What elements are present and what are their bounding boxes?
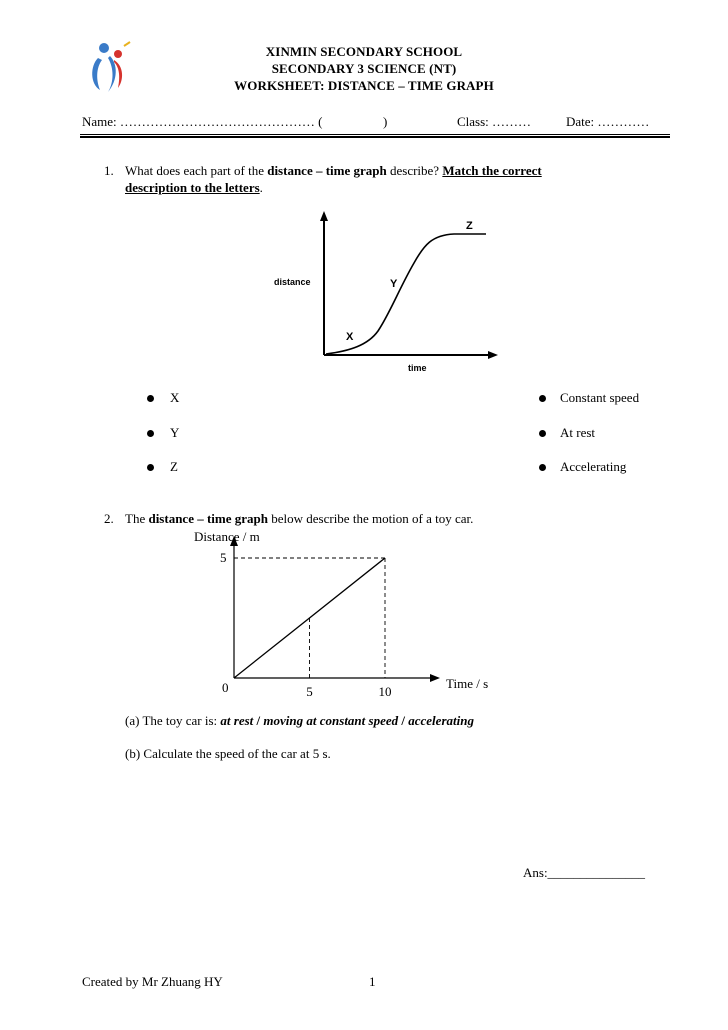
desc-at-rest[interactable]: At rest: [539, 425, 595, 441]
letter-x[interactable]: X: [147, 390, 179, 406]
bullet-icon: [539, 395, 546, 402]
worksheet-title: WORKSHEET: DISTANCE – TIME GRAPH: [234, 78, 494, 93]
q1-x-label: time: [408, 363, 427, 373]
q2-part-b: (b) Calculate the speed of the car at 5 s.: [125, 746, 331, 761]
option-accelerating[interactable]: accelerating: [408, 713, 474, 728]
x-axis-label: Time / s: [446, 676, 489, 691]
q1-graph: [270, 205, 500, 377]
desc-accelerating[interactable]: Accelerating: [539, 459, 626, 475]
q1-y-label: distance: [274, 277, 311, 287]
name-field[interactable]: Name: ……………………………………… (: [82, 114, 323, 129]
bullet-icon: [539, 464, 546, 471]
page-number: 1: [369, 974, 376, 989]
answer-field[interactable]: Ans:_______________: [523, 865, 646, 880]
bullet-icon: [539, 430, 546, 437]
q1-x-arrowhead: [488, 351, 498, 359]
bullet-icon: [147, 395, 154, 402]
x-tick-label-1: 10: [378, 684, 392, 699]
q1-text: What does each part of the distance – time graph describe? Match the correct: [125, 163, 542, 178]
letter-z[interactable]: Z: [147, 459, 178, 475]
origin-label: 0: [222, 680, 229, 695]
header-rule-bottom: [80, 136, 670, 138]
date-field[interactable]: Date: …………: [566, 114, 650, 129]
letter-y[interactable]: Y: [147, 425, 179, 441]
course-title: SECONDARY 3 SCIENCE (NT): [271, 61, 457, 76]
index-close: ): [383, 114, 388, 129]
q1-number: 1.: [104, 163, 114, 178]
y-tick-label: 5: [220, 550, 227, 565]
header-rule-top: [80, 134, 670, 135]
q1-instruction: Match the correct: [442, 163, 542, 178]
q1-point-y: Y: [390, 278, 398, 290]
bullet-icon: [147, 430, 154, 437]
x-tick-label-0: 5: [306, 684, 313, 699]
q2-text: The distance – time graph below describe the motion of a toy car.: [125, 511, 474, 526]
q1-point-z: Z: [466, 220, 473, 232]
school-name: XINMIN SECONDARY SCHOOL: [265, 44, 463, 59]
q2-part-a: (a) The toy car is: at rest / moving at constant speed / accelerating: [125, 713, 474, 728]
class-field[interactable]: Class: ………: [457, 114, 532, 129]
x-axis-arrowhead: [430, 674, 440, 682]
q1-text-line2: description to the letters.: [125, 180, 263, 195]
q2-chart: [180, 528, 520, 708]
option-at-rest[interactable]: at rest: [220, 713, 254, 728]
bullet-icon: [147, 464, 154, 471]
y-axis-label: Distance / m: [194, 529, 260, 544]
footer-author: Created by Mr Zhuang HY: [82, 974, 223, 989]
q2-number: 2.: [104, 511, 114, 526]
desc-constant-speed[interactable]: Constant speed: [539, 390, 639, 406]
option-constant-speed[interactable]: moving at constant speed: [263, 713, 399, 728]
q1-point-x: X: [346, 331, 354, 343]
